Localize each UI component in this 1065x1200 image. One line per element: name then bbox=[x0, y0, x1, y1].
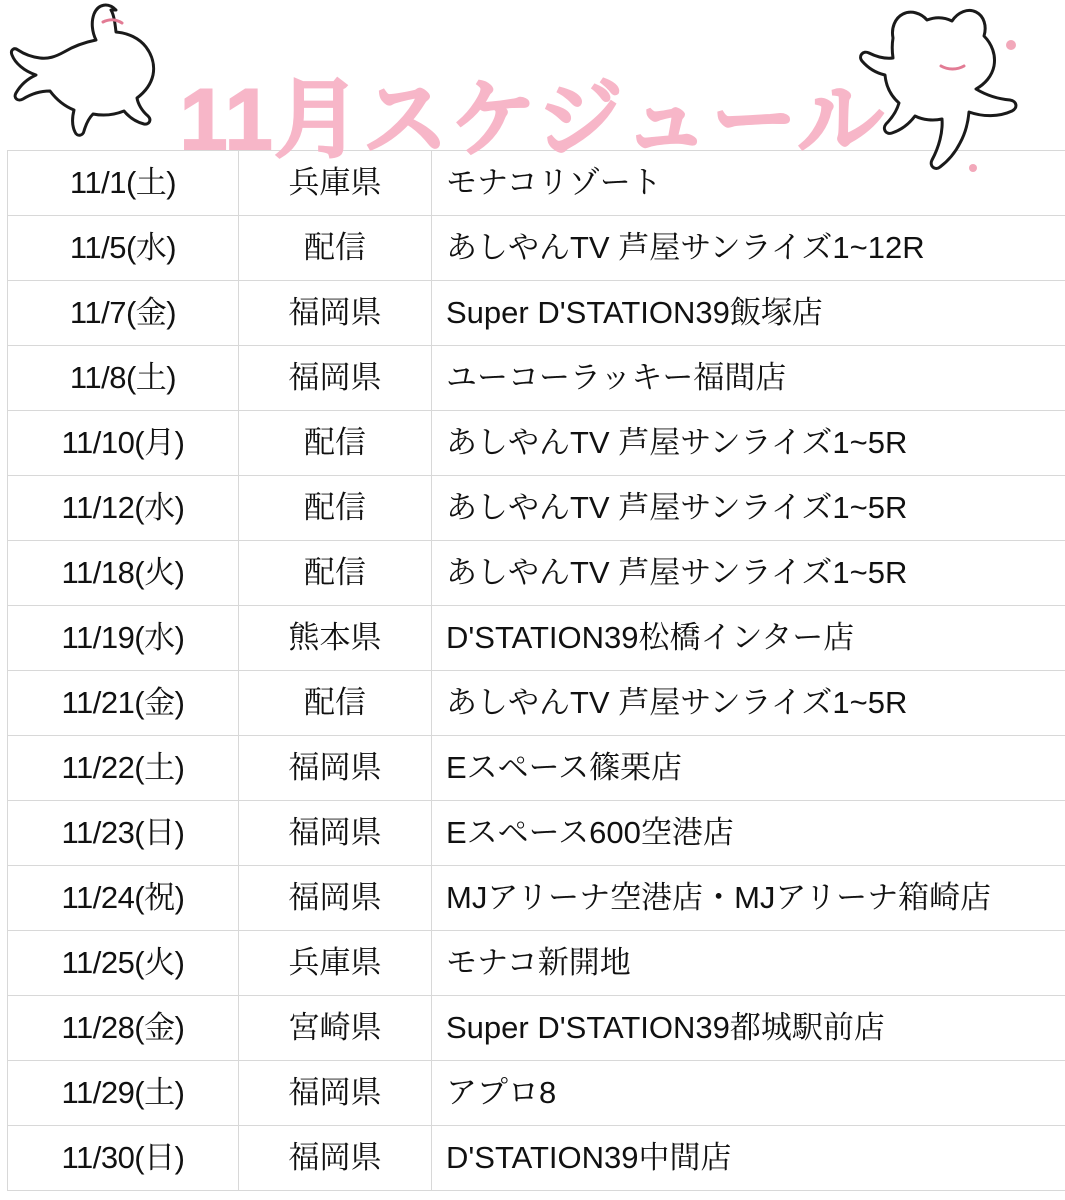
cell-place: 福岡県 bbox=[239, 1061, 432, 1126]
cell-venue: あしやんTV 芦屋サンライズ1~5R bbox=[432, 411, 1065, 476]
cell-venue: Eスペース600空港店 bbox=[432, 801, 1065, 866]
cell-date: 11/22(土) bbox=[8, 736, 239, 801]
cell-place: 熊本県 bbox=[239, 606, 432, 671]
cell-venue: あしやんTV 芦屋サンライズ1~5R bbox=[432, 541, 1065, 606]
cell-place: 福岡県 bbox=[239, 866, 432, 931]
cell-venue: ユーコーラッキー福間店 bbox=[432, 346, 1065, 411]
cell-date: 11/19(水) bbox=[8, 606, 239, 671]
cell-date: 11/28(金) bbox=[8, 996, 239, 1061]
cell-venue: あしやんTV 芦屋サンライズ1~5R bbox=[432, 671, 1065, 736]
cell-venue: MJアリーナ空港店・MJアリーナ箱崎店 bbox=[432, 866, 1065, 931]
cell-date: 11/5(水) bbox=[8, 216, 239, 281]
table-row bbox=[8, 541, 1065, 606]
cell-venue: モナコリゾート bbox=[432, 151, 1065, 216]
cell-place: 福岡県 bbox=[239, 346, 432, 411]
page-header bbox=[0, 0, 1065, 168]
page-title: 11月スケジュール bbox=[179, 71, 886, 168]
cell-place: 配信 bbox=[239, 671, 432, 736]
cell-date: 11/30(日) bbox=[8, 1126, 239, 1191]
cell-venue: アプロ8 bbox=[432, 1061, 1065, 1126]
cell-place: 配信 bbox=[239, 216, 432, 281]
table-row bbox=[8, 931, 1065, 996]
cell-date: 11/1(土) bbox=[8, 151, 239, 216]
table-row bbox=[8, 281, 1065, 346]
cell-place: 宮崎県 bbox=[239, 996, 432, 1061]
cell-place: 福岡県 bbox=[239, 1126, 432, 1191]
cell-venue: Super D'STATION39都城駅前店 bbox=[432, 996, 1065, 1061]
cell-place: 福岡県 bbox=[239, 281, 432, 346]
cell-date: 11/7(金) bbox=[8, 281, 239, 346]
cell-date: 11/23(日) bbox=[8, 801, 239, 866]
cell-date: 11/25(火) bbox=[8, 931, 239, 996]
cell-venue: Eスペース篠栗店 bbox=[432, 736, 1065, 801]
table-row bbox=[8, 736, 1065, 801]
cell-venue: Super D'STATION39飯塚店 bbox=[432, 281, 1065, 346]
cat-waving-icon bbox=[855, 8, 1055, 198]
cell-venue: D'STATION39松橋インター店 bbox=[432, 606, 1065, 671]
cell-place: 兵庫県 bbox=[239, 151, 432, 216]
cell-venue: あしやんTV 芦屋サンライズ1~12R bbox=[432, 216, 1065, 281]
table-row bbox=[8, 1061, 1065, 1126]
cell-date: 11/8(土) bbox=[8, 346, 239, 411]
cell-venue: あしやんTV 芦屋サンライズ1~5R bbox=[432, 476, 1065, 541]
table-row bbox=[8, 1126, 1065, 1191]
schedule-table bbox=[7, 150, 1065, 1191]
table-row bbox=[8, 801, 1065, 866]
cell-venue: D'STATION39中間店 bbox=[432, 1126, 1065, 1191]
cell-place: 配信 bbox=[239, 411, 432, 476]
table-row bbox=[8, 606, 1065, 671]
table-row bbox=[8, 476, 1065, 541]
cell-date: 11/29(土) bbox=[8, 1061, 239, 1126]
table-row bbox=[8, 216, 1065, 281]
cell-date: 11/10(月) bbox=[8, 411, 239, 476]
cell-place: 配信 bbox=[239, 541, 432, 606]
table-row bbox=[8, 411, 1065, 476]
cell-place: 兵庫県 bbox=[239, 931, 432, 996]
cell-place: 配信 bbox=[239, 476, 432, 541]
cell-date: 11/12(水) bbox=[8, 476, 239, 541]
table-row bbox=[8, 996, 1065, 1061]
cell-date: 11/18(火) bbox=[8, 541, 239, 606]
cell-date: 11/24(祝) bbox=[8, 866, 239, 931]
table-row bbox=[8, 671, 1065, 736]
cell-place: 福岡県 bbox=[239, 801, 432, 866]
cell-venue: モナコ新開地 bbox=[432, 931, 1065, 996]
table-row bbox=[8, 346, 1065, 411]
table-row bbox=[8, 866, 1065, 931]
cell-place: 福岡県 bbox=[239, 736, 432, 801]
cell-date: 11/21(金) bbox=[8, 671, 239, 736]
